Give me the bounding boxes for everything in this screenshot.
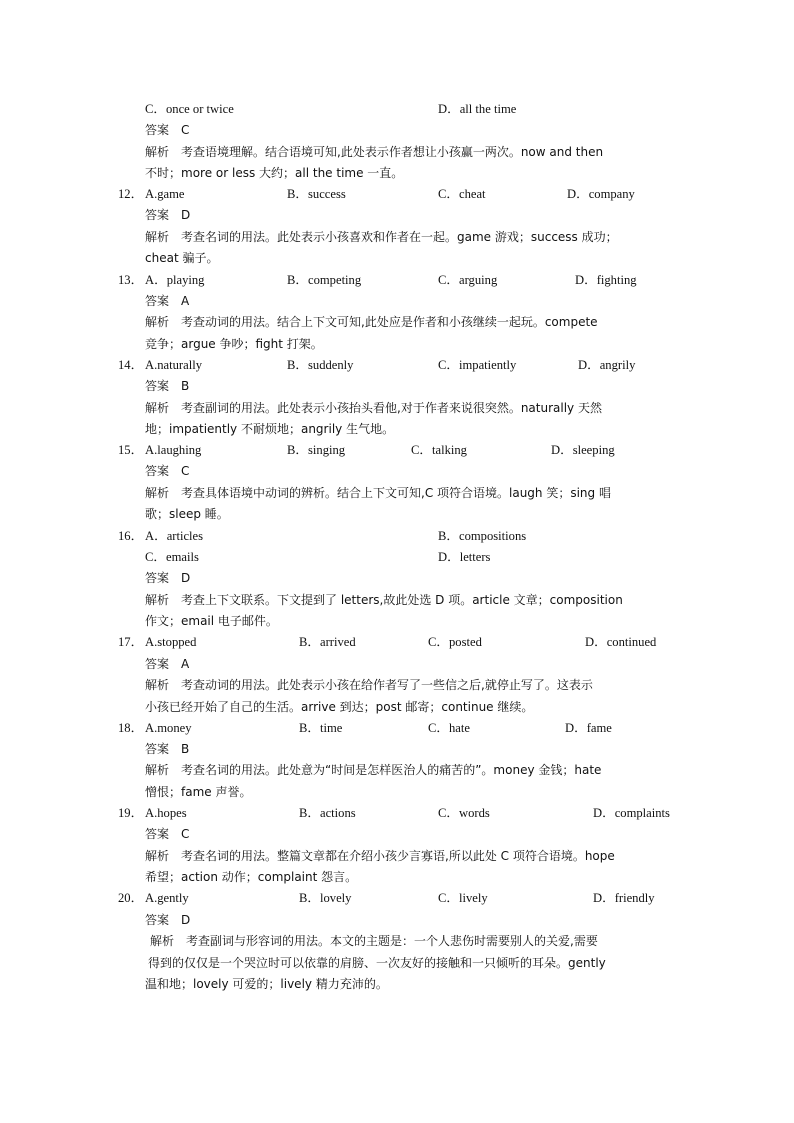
question-number: 16． [118,529,144,543]
option-d: D．company [567,187,635,201]
option-b: B．competing [287,273,362,287]
explanation-line: 温和地；lovely 可爱的；lively 精力充沛的。 [145,977,388,991]
option-d: D．angrily [578,358,636,372]
option-d: D．sleeping [551,443,615,457]
answer-line: 答案 D [145,571,191,585]
option-c: C．lively [438,891,488,905]
option-c: C．talking [411,443,467,457]
option-d: D．all the time [438,102,517,116]
answer-line: 答案 A [145,657,190,671]
explanation-line: 希望；action 动作；complaint 怨言。 [145,870,358,884]
option-c: C．once or twice [145,102,234,116]
question-number: 18． [118,721,144,735]
option-c: C．words [438,806,490,820]
explanation-line: 竞争；argue 争吵；fight 打架。 [145,337,323,351]
answer-line: 答案 D [145,913,191,927]
question-number: 13． [118,273,144,287]
explanation-line: 解析 考查名词的用法。整篇文章都在介绍小孩少言寡语,所以此处 C 项符合语境。hope [145,849,615,863]
answer-line: 答案 C [145,123,190,137]
explanation-line: 解析 考查名词的用法。此处意为“时间是怎样医治人的痛苦的”。money 金钱；hate [145,763,602,777]
explanation-line: 解析 考查具体语境中动词的辨析。结合上下文可知,C 项符合语境。laugh 笑；sing 唱 [145,486,611,500]
option-a: A.stopped [145,635,197,649]
option-d: D．fame [565,721,612,735]
question-number: 17． [118,635,144,649]
explanation-line: 解析 考查副词与形容词的用法。本文的主题是：一个人悲伤时需要别人的关爱,需要 [150,934,598,948]
option-b: B．time [299,721,343,735]
option-b: B．singing [287,443,346,457]
option-a: A.laughing [145,443,202,457]
explanation-line: 小孩已经开始了自己的生活。arrive 到达；post 邮寄；continue 继续。 [145,700,534,714]
answer-line: 答案 A [145,294,190,308]
answer-line: 答案 B [145,379,190,393]
answer-line: 答案 C [145,827,190,841]
explanation-line: 解析 考查动词的用法。结合上下文可知,此处应是作者和小孩继续一起玩。compete [145,315,598,329]
explanation-line: 得到的仅仅是一个哭泣时可以依靠的肩膀、一次友好的接触和一只倾听的耳朵。gently [148,956,606,970]
explanation-line: 解析 考查名词的用法。此处表示小孩喜欢和作者在一起。game 游戏；success 成功； [145,230,618,244]
answer-line: 答案 C [145,464,190,478]
explanation-line: 不时；more or less 大约；all the time 一直。 [145,166,404,180]
question-number: 15． [118,443,144,457]
option-c: C．emails [145,550,199,564]
option-c: C．hate [428,721,470,735]
explanation-line: 憎恨；fame 声誉。 [145,785,252,799]
question-number: 14． [118,358,144,372]
option-c: C．posted [428,635,482,649]
answer-line: 答案 D [145,208,191,222]
option-a: A．playing [145,273,205,287]
option-d: D．complaints [593,806,670,820]
option-d: D．continued [585,635,657,649]
option-d: D．fighting [575,273,637,287]
answer-line: 答案 B [145,742,190,756]
explanation-line: 作文；email 电子邮件。 [145,614,278,628]
option-b: B．lovely [299,891,352,905]
explanation-line: cheat 骗子。 [145,251,219,265]
option-c: C．impatiently [438,358,517,372]
explanation-line: 解析 考查上下文联系。下文提到了 letters,故此处选 D 项。article 文章；composition [145,593,623,607]
option-a: A.money [145,721,192,735]
option-a: A．articles [145,529,204,543]
option-b: B．actions [299,806,356,820]
option-d: D．letters [438,550,491,564]
question-number: 20． [118,891,144,905]
explanation-line: 歌；sleep 睡。 [145,507,229,521]
option-b: B．suddenly [287,358,354,372]
question-number: 19． [118,806,144,820]
option-b: B．arrived [299,635,356,649]
explanation-line: 解析 考查副词的用法。此处表示小孩抬头看他,对于作者来说很突然。naturally 天然 [145,401,602,415]
explanation-line: 解析 考查动词的用法。此处表示小孩在给作者写了一些信之后,就停止写了。这表示 [145,678,593,692]
option-a: A.naturally [145,358,203,372]
option-d: D．friendly [593,891,655,905]
explanation-line: 解析 考查语境理解。结合语境可知,此处表示作者想让小孩赢一两次。now and then [145,145,604,159]
question-number: 12． [118,187,144,201]
explanation-line: 地；impatiently 不耐烦地；angrily 生气地。 [145,422,395,436]
option-c: C．cheat [438,187,486,201]
option-b: B．compositions [438,529,527,543]
option-c: C．arguing [438,273,498,287]
option-b: B．success [287,187,346,201]
option-a: A.game [145,187,185,201]
option-a: A.gently [145,891,189,905]
option-a: A.hopes [145,806,187,820]
